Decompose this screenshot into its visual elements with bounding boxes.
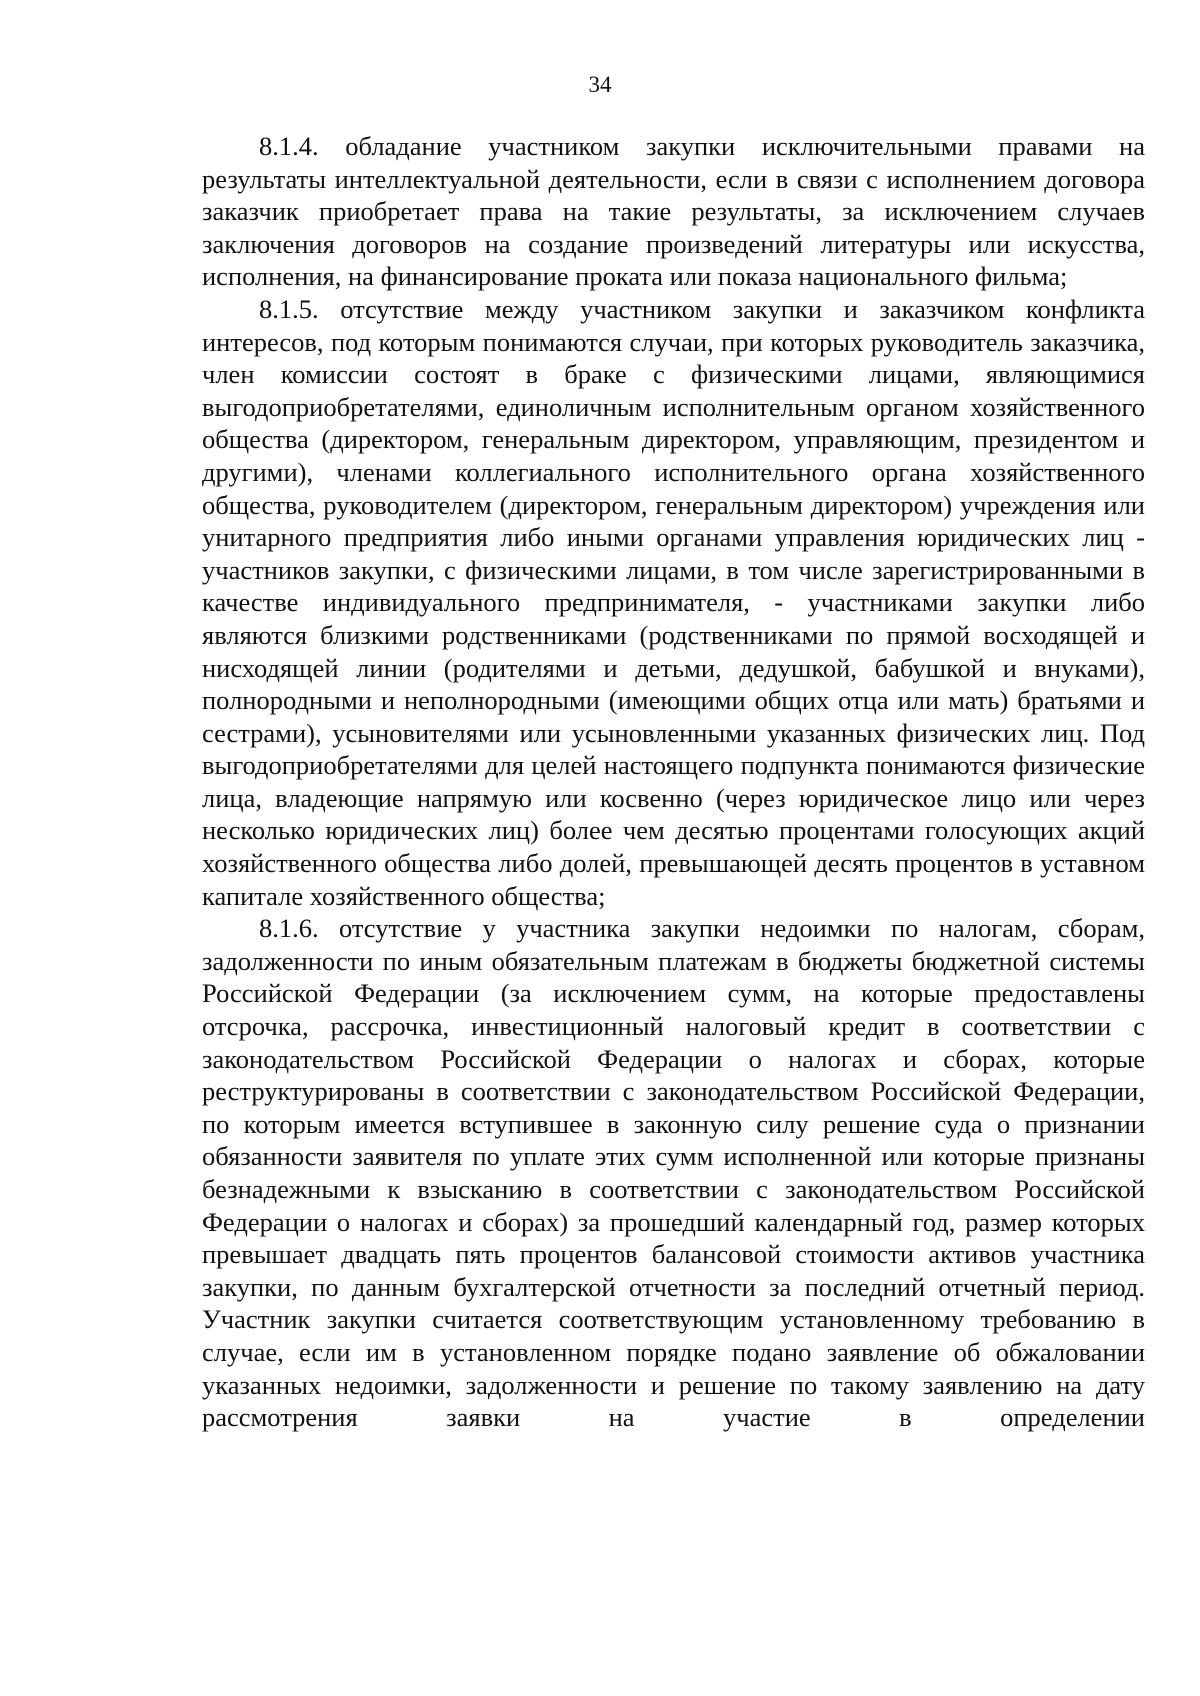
paragraph-8-1-5: 8.1.5. отсутствие между участником закупки и заказчиком конфликта интересов, под которым понимаются случаи, при которых руководитель заказчика, член комиссии состоят в браке с физическими лицами, являющимися выгодоприобретателями, единоличным исполнительным органом хозяйственного общества (директором, генеральным директором, управляющим, президентом и другими), членами коллегиального исполнительного органа хозяйственного общества, руководителем (директором, генеральным директором) учреждения или унитарного предприятия либо иными органами управления юридических лиц - участников закупки, с физическими лицами, в том числе зарегистрированными в качестве индивидуального предпринимателя, - участниками закупки либо являются близкими родственниками (родственниками по прямой восходящей и нисходящей линии (родителями и детьми, дедушкой, бабушкой и внуками), полнородными и неполнородными (имеющими общих отца или мать) братьями и сестрами), усыновителями или усыновленными указанных физических лиц. Под выгодоприобретателями для целей настоящего подпункта понимаются физические лица, владеющие напрямую или косвенно (через юридическое лицо или через несколько юридических лиц) более чем десятью процентами голосующих акций хозяйственного общества либо долей, превышающей десять процентов в уставном капитале хозяйственного общества; xyxy=(202,293,1145,911)
document-body xyxy=(202,130,1145,1434)
paragraph-8-1-6: 8.1.6. отсутствие у участника закупки недоимки по налогам, сборам, задолженности по иным обязательным платежам в бюджеты бюджетной системы Российской Федерации (за исключением сумм, на которые предоставлены отсрочка, рассрочка, инвестиционный налоговый кредит в соответствии с законодательством Российской Федерации о налогах и сборах, которые реструктурированы в соответствии с законодательством Российской Федерации, по которым имеется вступившее в законную силу решение суда о признании обязанности заявителя по уплате этих сумм исполненной или которые признаны безнадежными к взысканию в соответствии с законодательством Российской Федерации о налогах и сборах) за прошедший календарный год, размер которых превышает двадцать пять процентов балансовой стоимости активов участника закупки, по данным бухгалтерской отчетности за последний отчетный период. Участник закупки считается соответствующим установленному требованию в случае, если им в установленном порядке подано заявление об обжаловании указанных недоимки, задолженности и решение по такому заявлению на дату рассмотрения заявки на участие в определении xyxy=(202,913,1145,1433)
paragraph-8-1-4: 8.1.4. обладание участником закупки исключительными правами на результаты интеллектуальной деятельности, если в связи с исполнением договора заказчик приобретает права на такие результаты, за исключением случаев заключения договоров на создание произведений литературы или искусства, исполнения, на финансирование проката или показа национального фильма; xyxy=(202,131,1145,292)
page-number: 34 xyxy=(588,72,612,97)
